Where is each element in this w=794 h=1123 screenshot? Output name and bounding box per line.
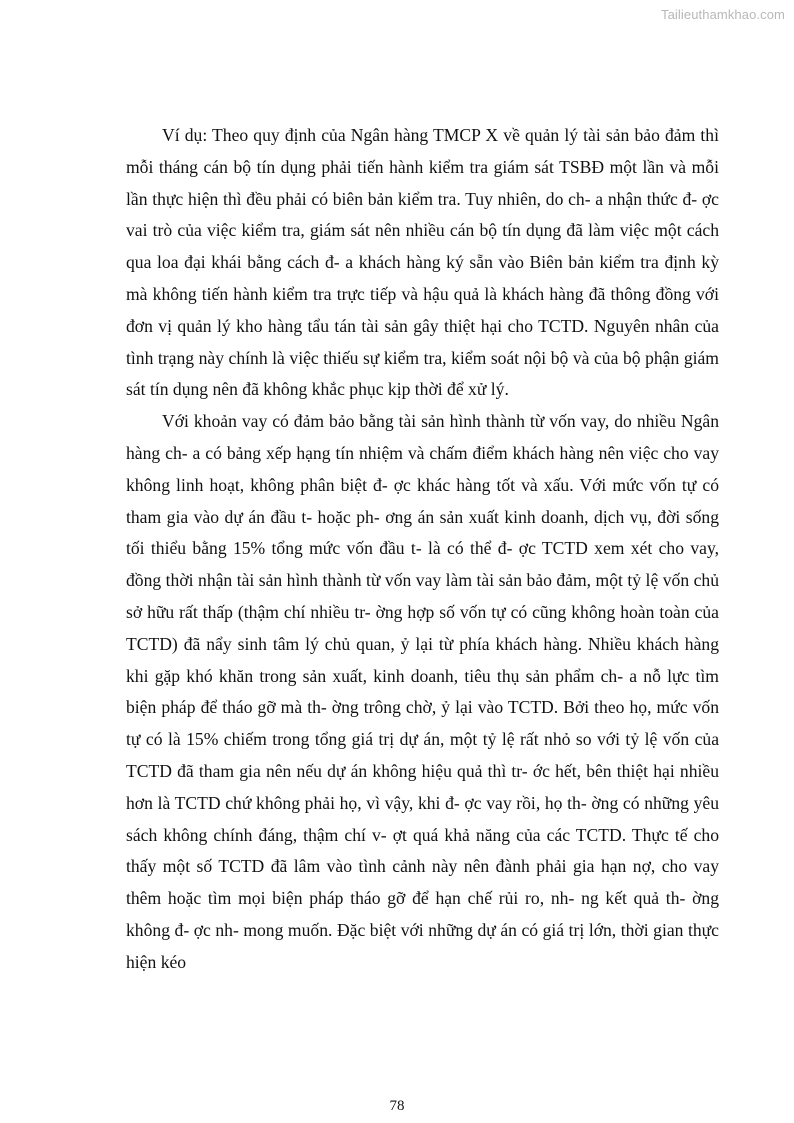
- page-number: 78: [389, 1098, 405, 1114]
- paragraph-example: Ví dụ: Theo quy định của Ngân hàng TMCP X về quản lý tài sản bảo đảm thì mỗi tháng cán bộ tín dụng phải tiến hành kiểm tra giám sát TSBĐ một lần và mỗi lần thực hiện thì đều phải có biên bản kiểm tra. Tuy nhiên, do ch- a nhận thức đ- ợc vai trò của việc kiểm tra, giám sát nên nhiều cán bộ tín dụng đã làm việc một cách qua loa đại khái bằng cách đ- a khách hàng ký sẵn vào Biên bản kiểm tra định kỳ mà không tiến hành kiểm tra trực tiếp và hậu quả là khách hàng đã thông đồng với đơn vị quản lý kho hàng tẩu tán tài sản gây thiệt hại cho TCTD. Nguyên nhân của tình trạng này chính là việc thiếu sự kiểm tra, kiểm soát nội bộ và của bộ phận giám sát tín dụng nên đã không khắc phục kịp thời để xử lý.: [126, 125, 719, 400]
- watermark-text: Tailieuthamkhao.com: [660, 7, 785, 22]
- document-body: [126, 120, 719, 979]
- paragraph-collateral-loans: Với khoản vay có đảm bảo bằng tài sản hình thành từ vốn vay, do nhiều Ngân hàng ch- a có bảng xếp hạng tín nhiệm và chấm điểm khách hàng nên việc cho vay không linh hoạt, không phân biệt đ- ợc khác hàng tốt và xấu. Với mức vốn tự có tham gia vào dự án đầu t- hoặc ph- ơng án sản xuất kinh doanh, dịch vụ, đời sống tối thiểu bằng 15% tổng mức vốn đầu t- là có thể đ- ợc TCTD xem xét cho vay, đồng thời nhận tài sản hình thành từ vốn vay làm tài sản bảo đảm, một tỷ lệ vốn chủ sở hữu rất thấp (thậm chí nhiều tr- ờng hợp số vốn tự có cũng không hoàn toàn của TCTD) đã nẩy sinh tâm lý chủ quan, ỷ lại từ phía khách hàng. Nhiều khách hàng khi gặp khó khăn trong sản xuất, kinh doanh, tiêu thụ sản phẩm ch- a nỗ lực tìm biện pháp để tháo gỡ mà th- ờng trông chờ, ỷ lại vào TCTD. Bởi theo họ, mức vốn tự có là 15% chiếm trong tổng giá trị dự án, một tỷ lệ rất nhỏ so với tỷ lệ vốn của TCTD đã tham gia nên nếu dự án không hiệu quả thì tr- ớc hết, bên thiệt hại nhiều hơn là TCTD chứ không phải họ, vì vậy, khi đ- ợc vay rồi, họ th- ờng có những yêu sách không chính đáng, thậm chí v- ợt quá khả năng của các TCTD. Thực tế cho thấy một số TCTD đã lâm vào tình cảnh này nên đành phải gia hạn nợ, cho vay thêm hoặc tìm mọi biện pháp tháo gỡ để hạn chế rủi ro, nh- ng kết quả th- ờng không đ- ợc nh- mong muốn. Đặc biệt với những dự án có giá trị lớn, thời gian thực hiện kéo: [126, 411, 719, 972]
